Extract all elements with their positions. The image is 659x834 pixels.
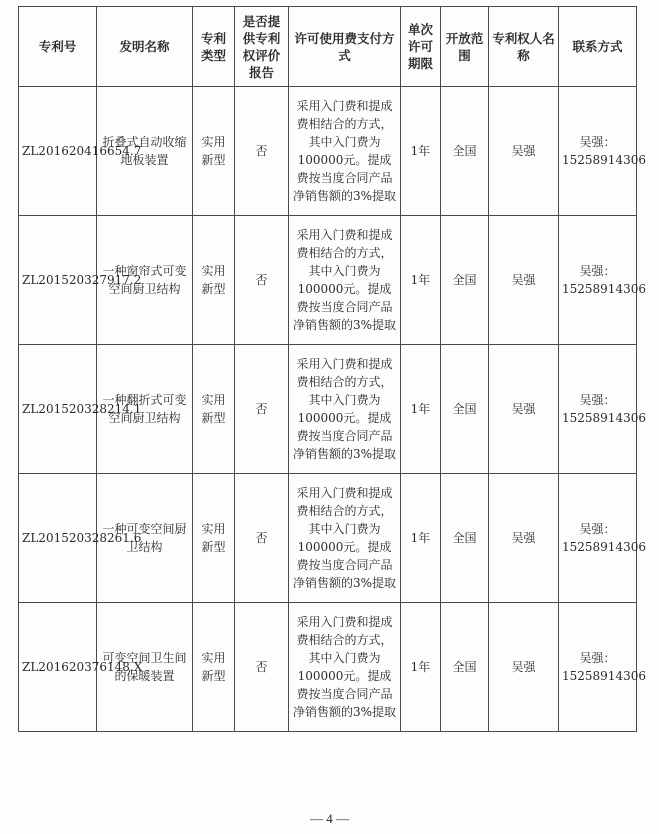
contact-cell: 吴强：15258914306 xyxy=(559,474,637,603)
holder-cell: 吴强 xyxy=(489,603,559,732)
table-row xyxy=(19,603,637,732)
scope-cell: 全国 xyxy=(441,216,489,345)
table-row xyxy=(19,474,637,603)
table-row xyxy=(19,216,637,345)
contact-cell: 吴强：15258914306 xyxy=(559,216,637,345)
patent-license-table xyxy=(18,6,646,732)
patent-type-cell: 实用新型 xyxy=(193,216,235,345)
header-payment-method: 许可使用费支付方式 xyxy=(289,7,401,87)
header-row xyxy=(19,7,637,87)
contact-cell: 吴强：15258914306 xyxy=(559,603,637,732)
term-cell: 1年 xyxy=(401,87,441,216)
header-open-scope: 开放范围 xyxy=(441,7,489,87)
invention-name-cell: 一种翻折式可变空间厨卫结构 xyxy=(97,345,193,474)
payment-cell: 采用入门费和提成费相结合的方式，其中入门费为100000元。提成费按当度合同产品净销售额的3%提取 xyxy=(289,474,401,603)
patent-no-cell: ZL201620376148.X xyxy=(19,603,97,732)
report-cell: 否 xyxy=(235,603,289,732)
contact-cell: 吴强：15258914306 xyxy=(559,345,637,474)
page-number: — 4 — xyxy=(310,811,349,826)
patent-no-cell: ZL201520328214.1 xyxy=(19,345,97,474)
term-cell: 1年 xyxy=(401,345,441,474)
header-evaluation-report: 是否提供专利权评价报告 xyxy=(235,7,289,87)
header-patent-no: 专利号 xyxy=(19,7,97,87)
header-license-term: 单次许可期限 xyxy=(401,7,441,87)
invention-name-cell: 一种窗帘式可变空间厨卫结构 xyxy=(97,216,193,345)
patent-no-cell: ZL201620416654.7 xyxy=(19,87,97,216)
report-cell: 否 xyxy=(235,87,289,216)
patent-type-cell: 实用新型 xyxy=(193,87,235,216)
holder-cell: 吴强 xyxy=(489,474,559,603)
header-patent-holder: 专利权人名称 xyxy=(489,7,559,87)
patent-no-cell: ZL201520328261.6 xyxy=(19,474,97,603)
scope-cell: 全国 xyxy=(441,345,489,474)
table-row xyxy=(19,87,637,216)
holder-cell: 吴强 xyxy=(489,216,559,345)
holder-cell: 吴强 xyxy=(489,345,559,474)
holder-cell: 吴强 xyxy=(489,87,559,216)
patent-type-cell: 实用新型 xyxy=(193,474,235,603)
scope-cell: 全国 xyxy=(441,87,489,216)
header-contact: 联系方式 xyxy=(559,7,637,87)
payment-cell: 采用入门费和提成费相结合的方式，其中入门费为100000元。提成费按当度合同产品净销售额的3%提取 xyxy=(289,216,401,345)
report-cell: 否 xyxy=(235,474,289,603)
patent-no-cell: ZL201520327917.2 xyxy=(19,216,97,345)
report-cell: 否 xyxy=(235,216,289,345)
patent-type-cell: 实用新型 xyxy=(193,603,235,732)
contact-cell: 吴强：15258914306 xyxy=(559,87,637,216)
term-cell: 1年 xyxy=(401,474,441,603)
invention-name-cell: 一种可变空间厨卫结构 xyxy=(97,474,193,603)
table-row xyxy=(19,345,637,474)
patent-type-cell: 实用新型 xyxy=(193,345,235,474)
payment-cell: 采用入门费和提成费相结合的方式，其中入门费为100000元。提成费按当度合同产品净销售额的3%提取 xyxy=(289,87,401,216)
header-invention-name: 发明名称 xyxy=(97,7,193,87)
invention-name-cell: 折叠式自动收缩地板装置 xyxy=(97,87,193,216)
term-cell: 1年 xyxy=(401,603,441,732)
scope-cell: 全国 xyxy=(441,603,489,732)
invention-name-cell: 可变空间卫生间的保暖装置 xyxy=(97,603,193,732)
payment-cell: 采用入门费和提成费相结合的方式，其中入门费为100000元。提成费按当度合同产品净销售额的3%提取 xyxy=(289,603,401,732)
report-cell: 否 xyxy=(235,345,289,474)
header-patent-type: 专利类型 xyxy=(193,7,235,87)
payment-cell: 采用入门费和提成费相结合的方式，其中入门费为100000元。提成费按当度合同产品净销售额的3%提取 xyxy=(289,345,401,474)
term-cell: 1年 xyxy=(401,216,441,345)
scope-cell: 全国 xyxy=(441,474,489,603)
